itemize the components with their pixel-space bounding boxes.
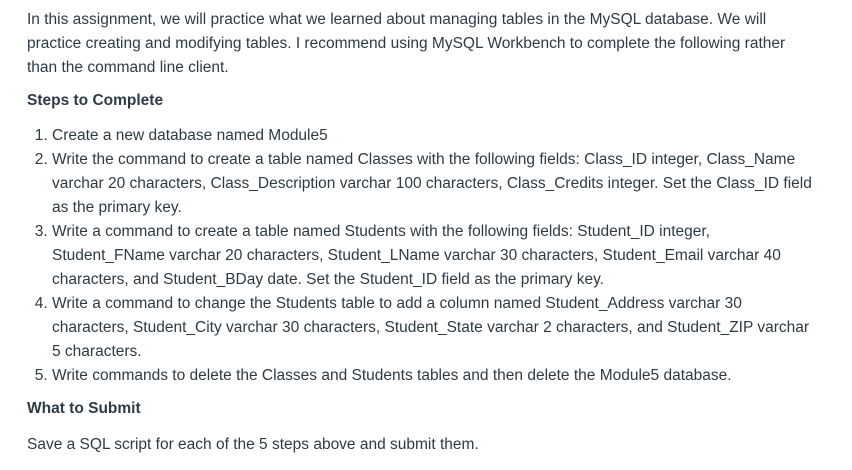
submit-paragraph: Save a SQL script for each of the 5 steps above and submit them. <box>27 436 479 453</box>
steps-heading: Steps to Complete <box>27 92 164 109</box>
intro-paragraph: In this assignment, we will practice what we learned about managing tables in the MySQL database. We will practice creating and modifying tables. I recommend using MySQL Workbench to complete the following rather than the command line client. <box>27 11 786 76</box>
step-item: 2. Write the command to create a table named Classes with the following fields: Class_ID integer, Class_Name varchar 20 characters, Class_Description varchar 100 characters, Class_Credits integer. Set the Class_ID field as the primary key. <box>52 148 817 220</box>
step-item: 4. Write a command to change the Students table to add a column named Student_Address varchar 30 characters, Student_City varchar 30 characters, Student_State varchar 2 characters, and Student_ZIP varchar 5 characters. <box>52 292 817 364</box>
step-item: 5. Write commands to delete the Classes and Students tables and then delete the Module5 database. <box>52 364 817 388</box>
submit-heading: What to Submit <box>27 400 141 417</box>
assignment-content <box>27 8 817 457</box>
step-item: 1. Create a new database named Module5 <box>52 124 817 148</box>
steps-list <box>27 124 817 388</box>
step-item: 3. Write a command to create a table named Students with the following fields: Student_ID integer, Student_FName varchar 20 characters, Student_LName varchar 30 characters, Student_Email varchar 40 characters, and Student_BDay date. Set the Student_ID field as the primary key. <box>52 220 817 292</box>
